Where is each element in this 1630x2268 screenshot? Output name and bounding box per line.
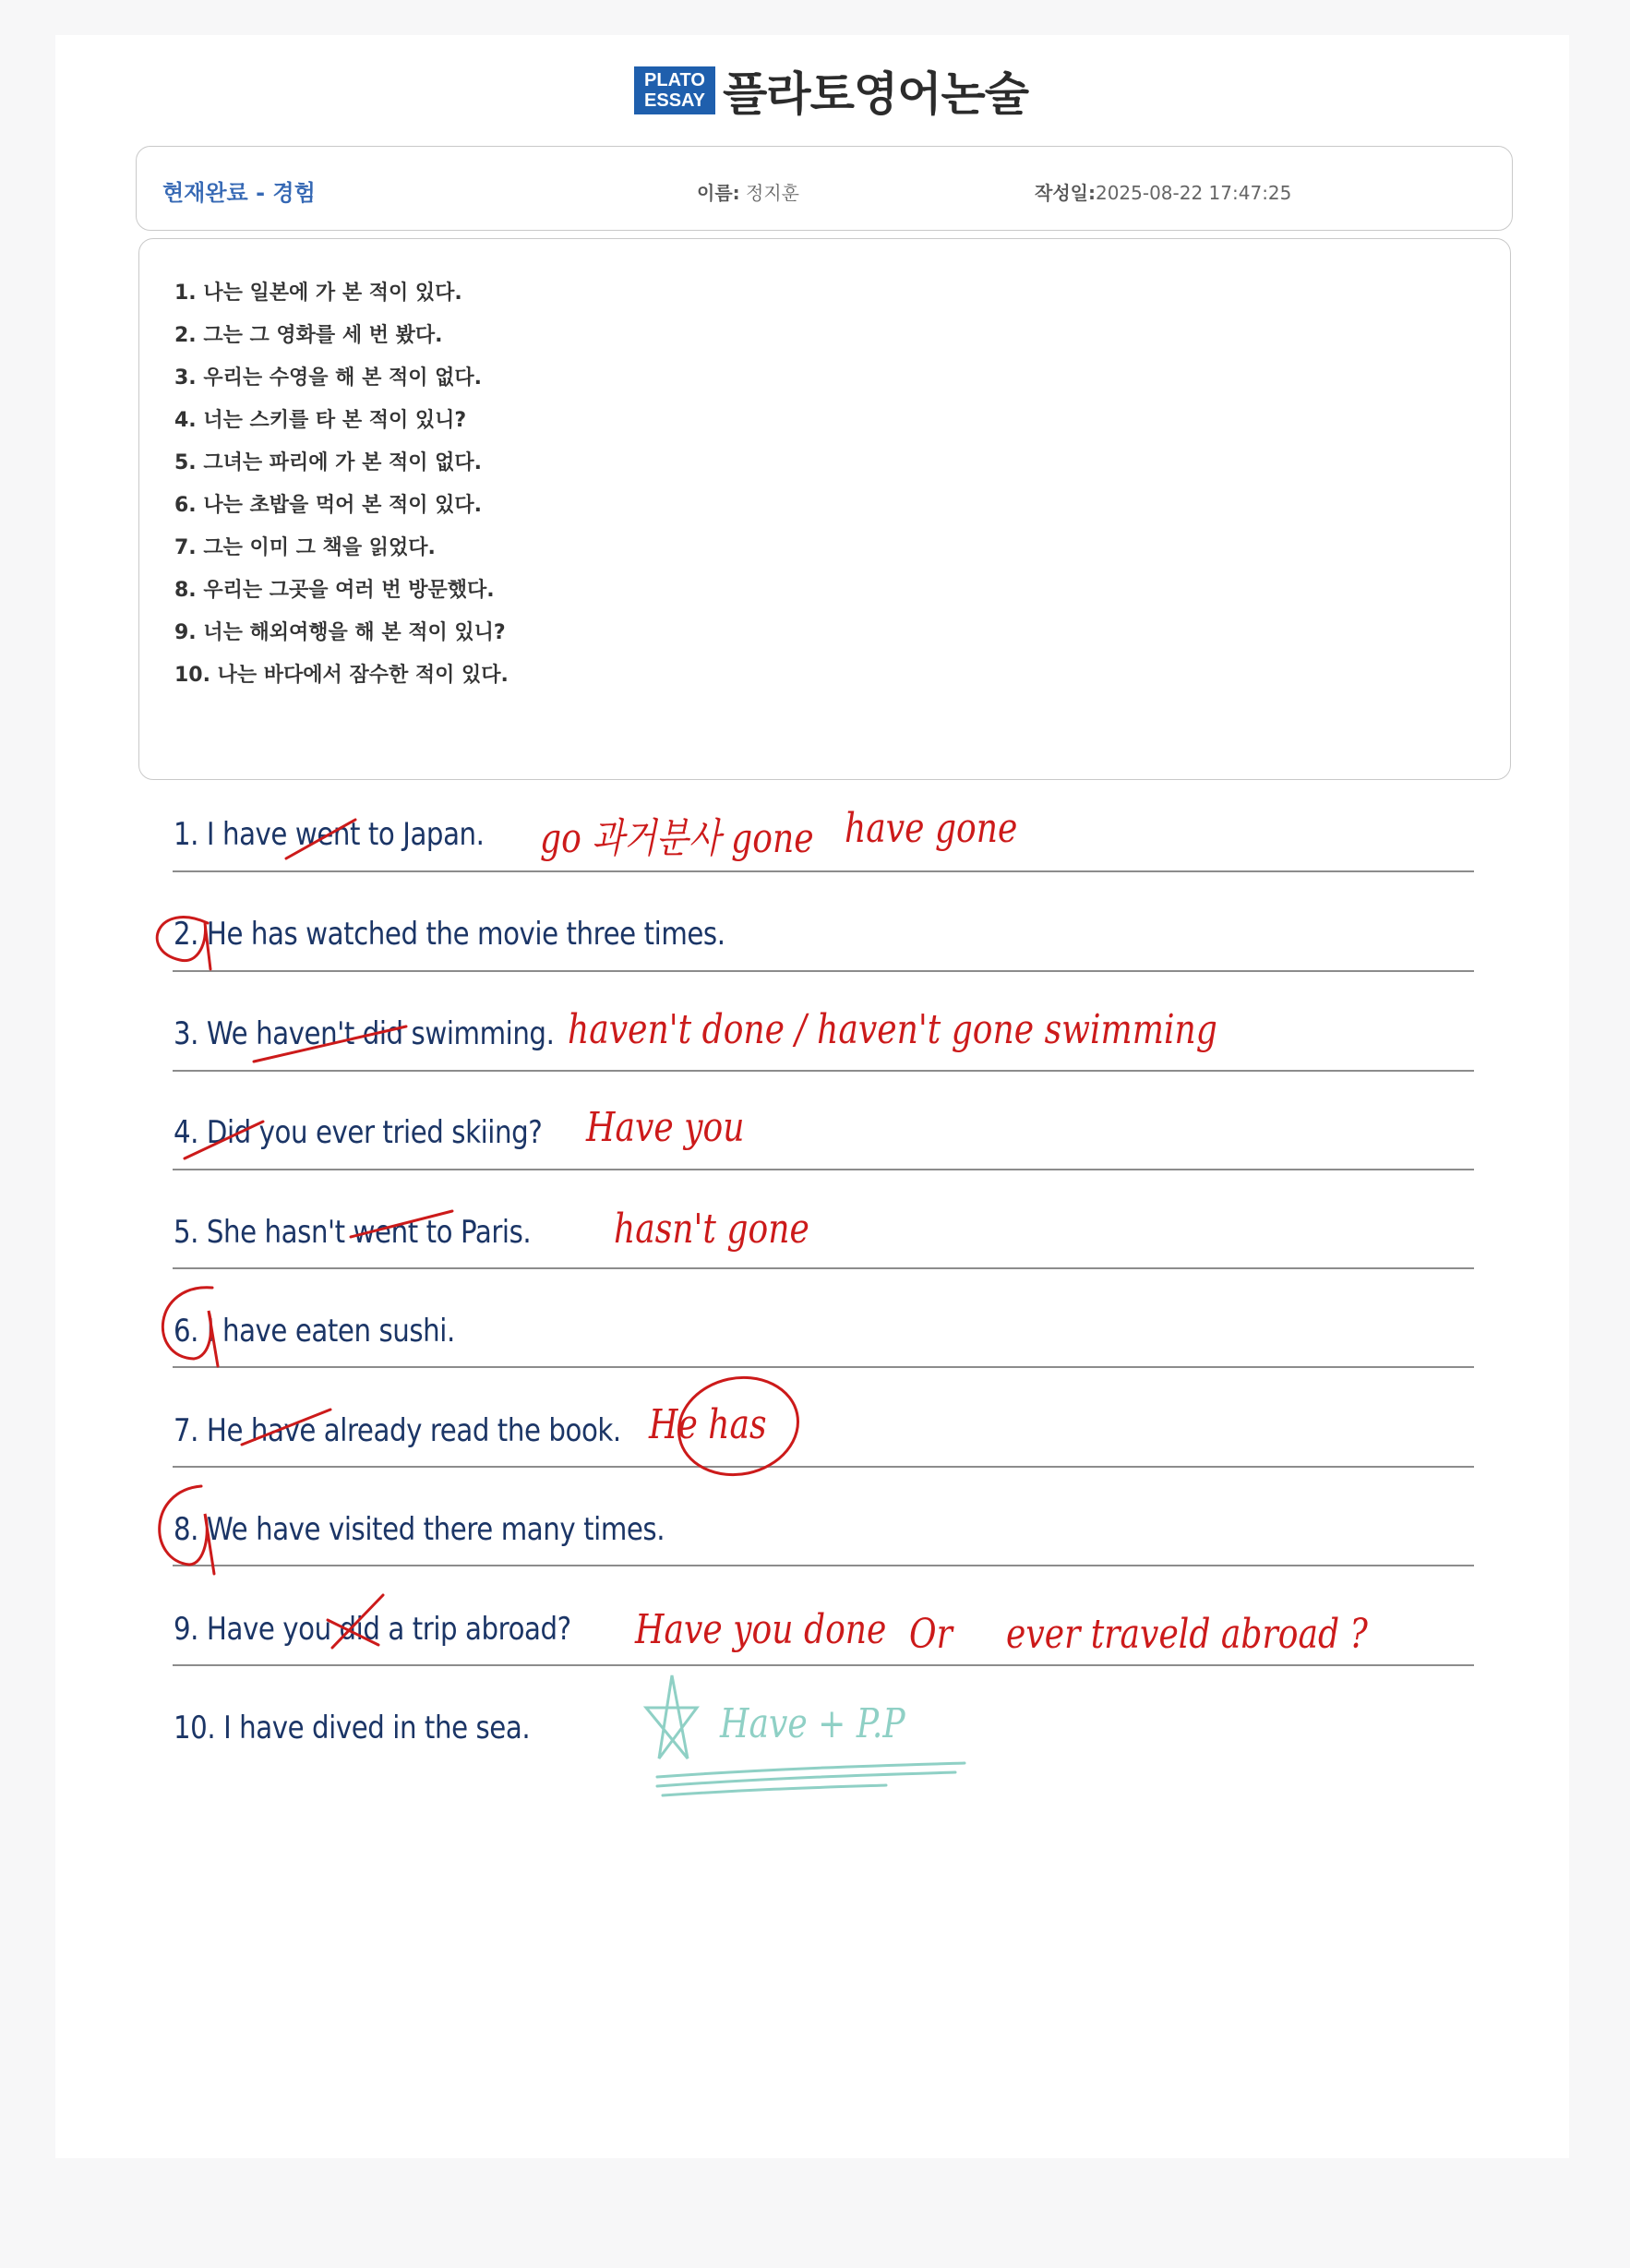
answer-line-3: 3. We haven't did swimming. xyxy=(174,1015,555,1052)
answer-line-2: 2. He has watched the movie three times. xyxy=(174,916,725,953)
strike-1 xyxy=(286,820,355,858)
circle-7 xyxy=(670,1367,808,1486)
teal-pen-marks xyxy=(646,1675,965,1795)
correction-5: hasn't gone xyxy=(614,1206,809,1253)
correction-3: haven't done / haven't gone swimming xyxy=(568,1006,1217,1053)
correction-9a: Have you done xyxy=(635,1606,887,1653)
correction-1b: have gone xyxy=(845,805,1018,852)
name-value: 정지훈 xyxy=(739,182,799,204)
correction-1a: go 과거분사 gone xyxy=(540,815,814,862)
answer-line-6: 6. I have eaten sushi. xyxy=(174,1313,455,1350)
strike-5 xyxy=(351,1211,452,1237)
logo-text: 플라토영어논술 xyxy=(723,67,1029,121)
question-item: 10. 나는 바다에서 잠수한 적이 있다. xyxy=(174,664,509,687)
check-mark-6 xyxy=(162,1288,218,1366)
question-item: 4. 너는 스키를 타 본 적이 있니? xyxy=(174,409,467,432)
answer-line-10: 10. I have dived in the sea. xyxy=(174,1710,531,1746)
correction-9c: ever traveld abroad ? xyxy=(1006,1611,1368,1658)
date-value: 2025-08-22 17:47:25 xyxy=(1095,182,1292,204)
correction-4: Have you xyxy=(586,1104,745,1151)
underline-3 xyxy=(663,1785,886,1795)
question-item: 7. 그는 이미 그 책을 읽었다. xyxy=(174,536,436,559)
strike-7 xyxy=(242,1410,330,1445)
check-mark-8 xyxy=(160,1486,214,1574)
x-9a xyxy=(328,1620,378,1645)
question-item: 1. 나는 일본에 가 본 적이 있다. xyxy=(174,282,462,305)
answer-line-1: 1. I have went to Japan. xyxy=(174,816,485,853)
strike-3 xyxy=(254,1026,406,1062)
strike-4 xyxy=(185,1122,263,1158)
x-9b xyxy=(332,1595,383,1648)
correction-9b: Or xyxy=(909,1611,953,1658)
question-item: 2. 그는 그 영화를 세 번 봤다. xyxy=(174,324,443,347)
name-label: 이름: xyxy=(697,182,740,204)
logo-badge-line2: ESSAY xyxy=(644,90,705,111)
answer-line-4: 4. Did you ever tried skiing? xyxy=(174,1114,543,1151)
logo-badge-line1: PLATO xyxy=(644,70,705,90)
answer-line-7: 7. He have already read the book. xyxy=(174,1412,621,1449)
worksheet-title: 현재완료 - 경험 xyxy=(162,180,316,206)
answer-line-5: 5. She hasn't went to Paris. xyxy=(174,1214,532,1251)
question-item: 5. 그녀는 파리에 가 본 적이 없다. xyxy=(174,451,483,474)
red-pen-marks xyxy=(157,820,807,1648)
underline-1 xyxy=(657,1763,965,1777)
answer-line-9: 9. Have you did a trip abroad? xyxy=(174,1611,571,1648)
question-item: 8. 우리는 그곳을 여러 번 방문했다. xyxy=(174,579,495,602)
question-item: 9. 너는 해외여행을 해 본 적이 있니? xyxy=(174,621,506,644)
note-10: Have + P.P xyxy=(720,1700,905,1747)
star-icon xyxy=(646,1675,697,1758)
question-item: 6. 나는 초밥을 먹어 본 적이 있다. xyxy=(174,494,483,517)
answer-line-8: 8. We have visited there many times. xyxy=(174,1511,665,1548)
date-label: 작성일: xyxy=(1035,182,1096,204)
question-item: 3. 우리는 수영을 해 본 적이 없다. xyxy=(174,366,483,390)
correction-7: He has xyxy=(649,1401,767,1448)
check-mark-2 xyxy=(157,918,210,969)
